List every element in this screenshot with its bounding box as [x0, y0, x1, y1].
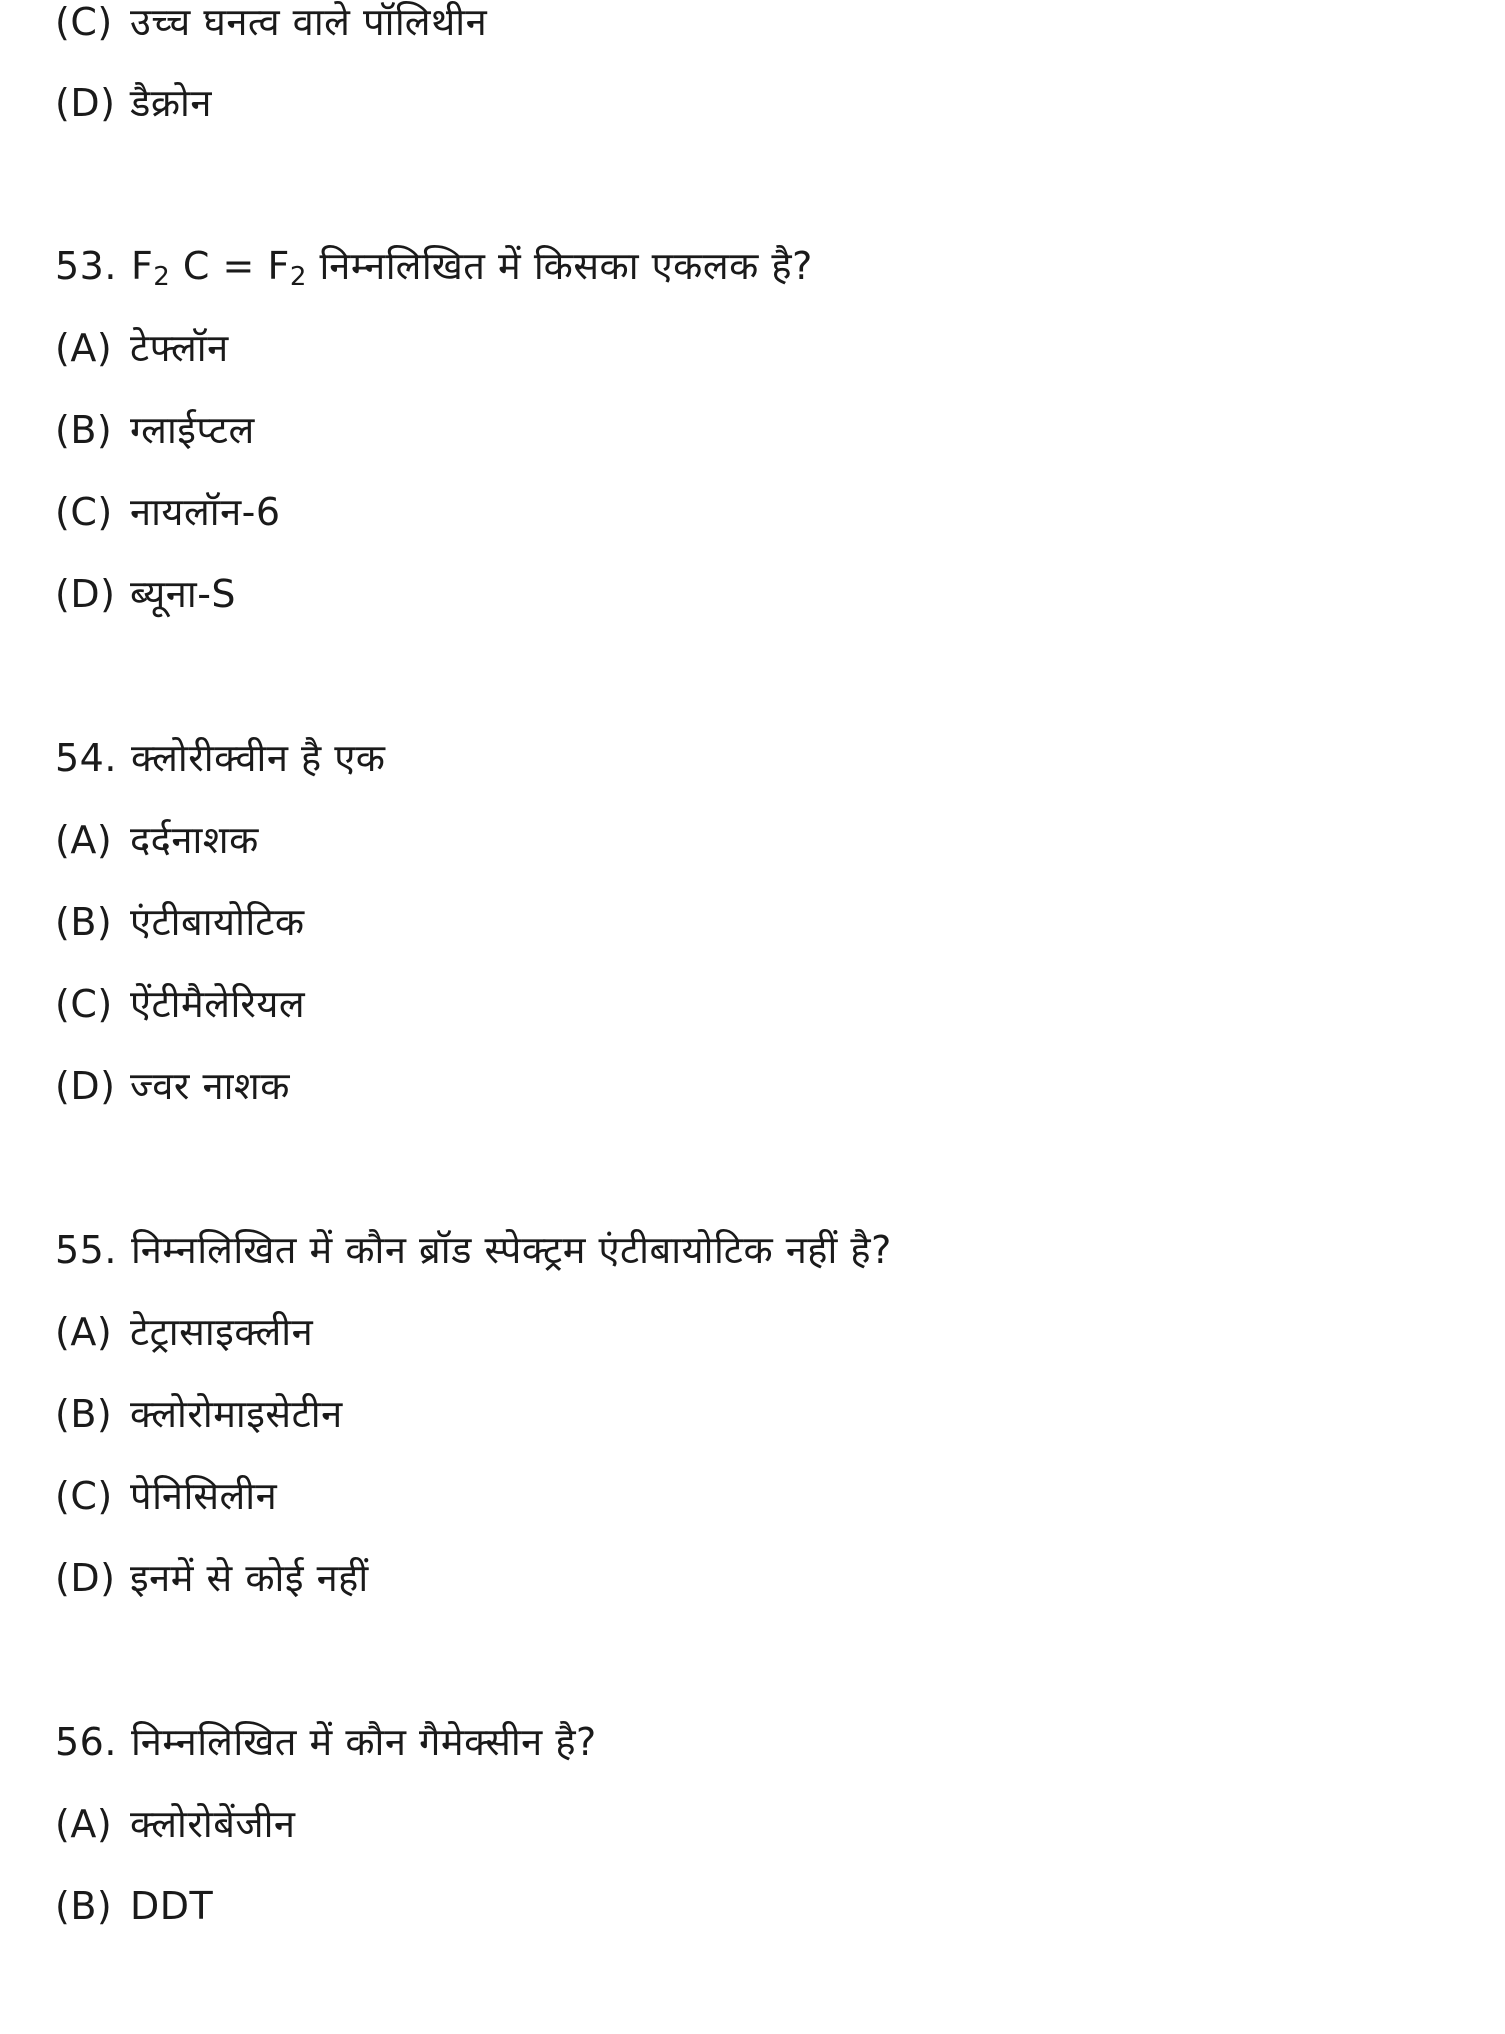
option-text: ब्यूना-S — [130, 572, 237, 616]
option-text: दर्दनाशक — [130, 818, 259, 862]
question-text: निम्नलिखित में कौन गैमेक्सीन है? — [130, 1720, 597, 1764]
option-55-c — [55, 1468, 277, 1524]
option-text: ऐंटीमैलेरियल — [130, 982, 306, 1026]
option-53-d — [55, 566, 236, 622]
option-text: ज्वर नाशक — [130, 1064, 290, 1108]
option-letter: (C) — [55, 0, 113, 44]
option-prev-d — [55, 75, 212, 131]
option-53-c — [55, 484, 281, 540]
option-55-b — [55, 1386, 343, 1442]
option-letter: (C) — [55, 982, 113, 1026]
option-letter: (D) — [55, 81, 116, 125]
option-letter: (A) — [55, 1310, 113, 1354]
option-text: डैक्रोन — [130, 81, 212, 125]
option-53-b — [55, 402, 255, 458]
option-letter: (D) — [55, 572, 116, 616]
formula-mid: C = F — [170, 244, 290, 288]
question-55 — [55, 1222, 892, 1278]
option-54-d — [55, 1058, 290, 1114]
option-text: क्लोरोमाइसेटीन — [130, 1392, 343, 1436]
formula-f: F — [130, 244, 154, 288]
option-letter: (A) — [55, 818, 113, 862]
option-text: क्लोरोबेंजीन — [130, 1802, 296, 1846]
option-letter: (A) — [55, 326, 113, 370]
option-55-a — [55, 1304, 313, 1360]
option-letter: (B) — [55, 408, 113, 452]
option-54-a — [55, 812, 259, 868]
option-letter: (B) — [55, 900, 113, 944]
option-text: DDT — [130, 1884, 214, 1928]
option-text: पेनिसिलीन — [130, 1474, 278, 1518]
option-text: टेफ्लॉन — [130, 326, 229, 370]
option-56-a — [55, 1796, 296, 1852]
option-text: टेट्रासाइक्लीन — [130, 1310, 314, 1354]
formula-subscript-2: 2 — [289, 262, 307, 292]
option-letter: (B) — [55, 1884, 113, 1928]
question-text: निम्नलिखित में किसका एकलक है? — [306, 244, 813, 288]
option-text: इनमें से कोई नहीं — [130, 1556, 369, 1600]
option-letter: (A) — [55, 1802, 113, 1846]
option-prev-c — [55, 0, 487, 50]
option-letter: (C) — [55, 1474, 113, 1518]
question-number: 54. — [55, 736, 117, 780]
option-letter: (B) — [55, 1392, 113, 1436]
option-54-c — [55, 976, 305, 1032]
option-text: नायलॉन-6 — [130, 490, 281, 534]
option-letter: (C) — [55, 490, 113, 534]
question-56 — [55, 1714, 597, 1770]
option-letter: (D) — [55, 1556, 116, 1600]
question-54 — [55, 730, 385, 786]
option-text: उच्च घनत्व वाले पॉलिथीन — [130, 0, 488, 44]
question-text: निम्नलिखित में कौन ब्रॉड स्पेक्ट्रम एंटीबायोटिक नहीं है? — [130, 1228, 892, 1272]
question-53 — [55, 238, 813, 294]
question-text: क्लोरीक्वीन है एक — [130, 736, 386, 780]
option-56-b — [55, 1878, 213, 1934]
formula-subscript: 2 — [153, 262, 171, 292]
option-text: ग्लाईप्टल — [130, 408, 255, 452]
question-number: 56. — [55, 1720, 117, 1764]
option-53-a — [55, 320, 229, 376]
option-text: एंटीबायोटिक — [130, 900, 305, 944]
option-54-b — [55, 894, 305, 950]
option-55-d — [55, 1550, 369, 1606]
option-letter: (D) — [55, 1064, 116, 1108]
question-number: 55. — [55, 1228, 117, 1272]
question-number: 53. — [55, 244, 117, 288]
